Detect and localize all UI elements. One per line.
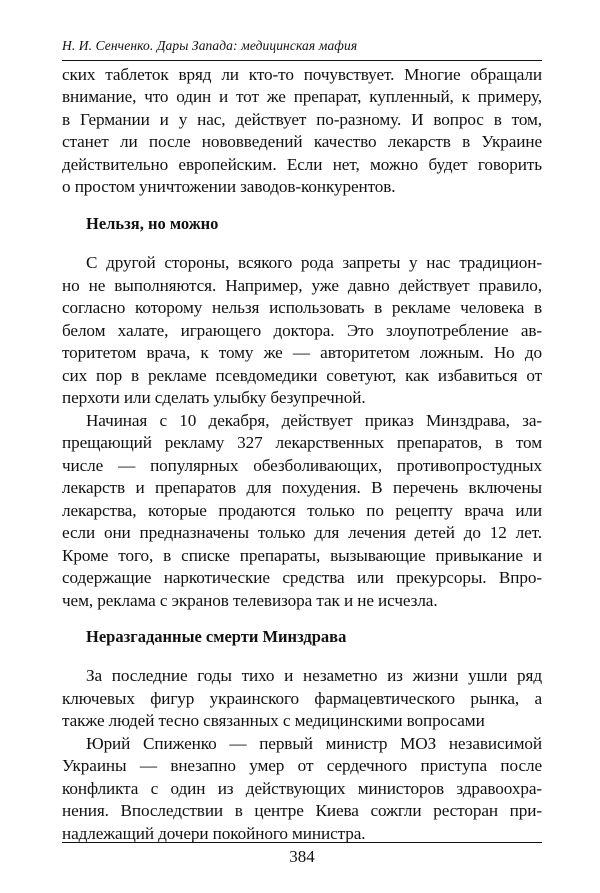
text-line: Кроме того, в списке препараты, вызывающие привыкание и — [62, 546, 542, 565]
text-line: о простом уничтожении заводов-конкурентов. — [62, 177, 396, 196]
text-line: содержащие наркотические средства или прекурсоры. Впро- — [62, 568, 542, 587]
text-line: прещающий рекламу 327 лекарственных препаратов, в том — [62, 433, 542, 452]
text-line: в Германии и у нас, действует по-разному. И вопрос в том, — [62, 110, 542, 129]
text-line: чем, реклама с экранов телевизора так и не исчезла. — [62, 591, 438, 610]
text-line: конфликта с один из действующих министоров здравоохра- — [62, 779, 542, 798]
text-line: действительно европейским. Если нет, можно будет говорить — [62, 155, 542, 174]
text-line: Начиная с 10 декабря, действует приказ Минздрава, за- — [86, 411, 542, 430]
text-line: внимание, что один и тот же препарат, купленный, к примеру, — [62, 87, 542, 106]
text-line: перхоти или сделать улыбку безупречной. — [62, 388, 366, 407]
text-line: Юрий Спиженко — первый министр МОЗ независимой — [86, 734, 542, 753]
text-line: ских таблеток вряд ли кто-то почувствует. Многие обращали — [62, 65, 542, 84]
running-header: Н. И. Сенченко. Дары Запада: медицинская мафия — [62, 38, 358, 53]
text-line: числе — популярных обезболивающих, противопростудных — [62, 456, 542, 475]
text-line: С другой стороны, всякого рода запреты у нас традицион- — [86, 253, 542, 272]
text-line: лекарств и препаратов для похудения. В перечень включены — [62, 478, 542, 497]
text-line: лекарства, которые продаются только по рецепту врача или — [62, 501, 542, 520]
text-line: белом халате, играющего доктора. Это злоупотребление ав- — [62, 321, 542, 340]
text-line: если они предназначены только для лечения детей до 12 лет. — [62, 523, 542, 542]
footer-rule — [62, 842, 542, 843]
text-line: сих пор в рекламе псевдомедики советуют, как избавиться от — [62, 366, 542, 385]
header-rule — [62, 60, 542, 61]
text-line: станет ли после нововведений качество лекарств в Украине — [62, 132, 542, 151]
text-line: согласно которому нельзя использовать в рекламе человека в — [62, 298, 542, 317]
text-line: нения. Впоследствии в центре Киева сожгли ресторан при- — [62, 801, 542, 820]
text-line: торитетом врача, к тому же — авторитетом ложным. Но до — [62, 343, 542, 362]
section-heading: Неразгаданные смерти Минздрава — [86, 627, 347, 646]
text-line: Украины — внезапно умер от сердечного приступа после — [62, 756, 542, 775]
text-line: За последние годы тихо и незаметно из жизни ушли ряд — [86, 666, 542, 685]
text-line: надлежащий дочери покойного министра. — [62, 824, 366, 843]
text-line: но не выполняются. Например, уже давно действует правило, — [62, 276, 542, 295]
text-line: ключевых фигур украинского фармацевтического рынка, а — [62, 689, 542, 708]
section-heading: Нельзя, но можно — [86, 214, 219, 233]
text-line: также людей тесно связанных с медицинскими вопросами — [62, 711, 485, 730]
page-number: 384 — [289, 847, 315, 866]
